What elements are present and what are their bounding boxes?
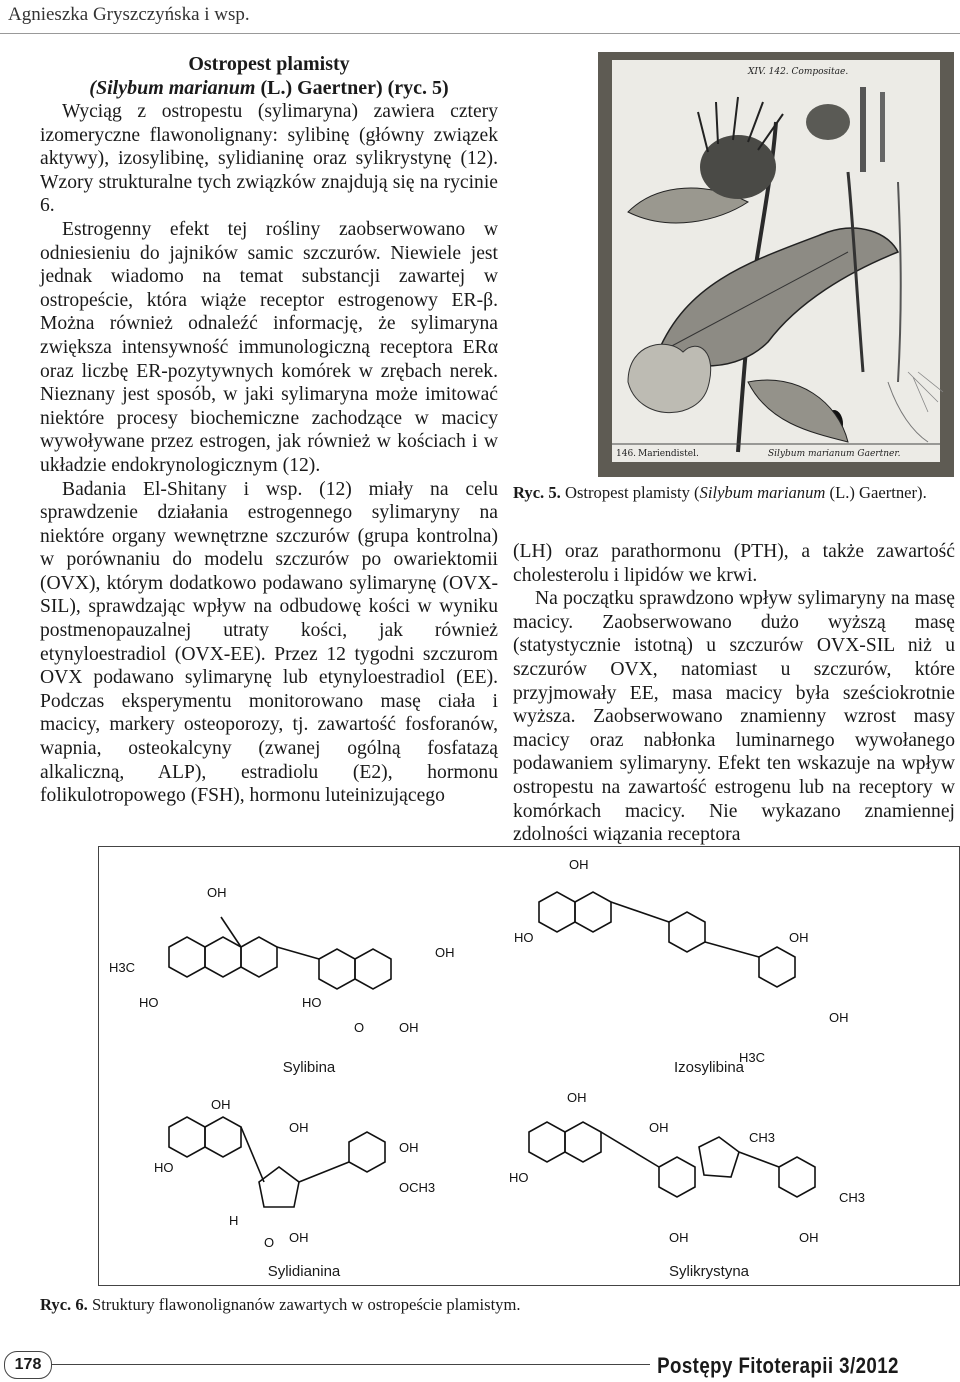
atom-label: OCH3 [399,1180,436,1195]
figure5-caption-label: Ryc. 5. [513,483,561,502]
plate-bottom-left: Mariendistel. [638,449,699,459]
figure5-caption-end: (L.) Gaertner). [825,483,927,502]
section-title-line2 [40,76,498,100]
atom-label: OH [649,1120,669,1135]
figure6-caption-text: Struktury flawonolignanów zawartych w ostropeście plamistym. [87,1295,521,1314]
atom-label: OH [289,1230,309,1245]
compound-label-sylikrystyna: Sylikrystyna [668,1263,750,1280]
compound-label-sylibina: Sylibina [282,1059,336,1076]
atom-label: CH3 [749,1130,776,1145]
atom-label: H [229,1213,239,1228]
header-rule [0,33,960,34]
compound-label-izosylibina: Izosylibina [673,1059,745,1076]
atom-label: HO [154,1160,174,1175]
atom-label: H3C [739,1050,766,1065]
atom-label: OH [211,1097,231,1112]
atom-label: OH [289,1120,309,1135]
figure6-caption [40,1295,940,1315]
paragraph: Badania El-Shitany i wsp. (12) miały na celu sprawdzenie działania estrogennego sylimaryny na niektóre organy wewnętrzne szczurów (grupa kontrolna) w porównaniu do modelu szczurów po owariektomii (OVX), którym dodatkowo podawano sylimarynę (OVX-SIL), sprawdzając wpływ na odbudowę kości w wyniku postmenopauzalnej utraty kości, jak również etynyloestradiol (OVX-EE). Przez 12 tygodni szczurom OVX podawano sylimarynę lub etynyloestradiol (EE). Podczas eksperymentu monitorowano masę ciała i macicy, markery osteoporozy, tj. zawartość fosforanów, wapnia, osteokalcyny (zwanej ogólną fosfatazą alkaliczną, ALP), estradiolu (E2), hormonu folikulotropowego (FSH), hormonu luteinizującego [40,478,498,807]
figure6-caption-label: Ryc. 6. [40,1295,88,1314]
atom-label: HO [514,930,534,945]
section-title-rest: (L.) Gaertner) (ryc. 5) [255,77,449,99]
paragraph: Estrogenny efekt tej rośliny zaobserwowano w odniesieniu do jajników samic szczurów. Niewiele jest jednak wiadomo na temat substancji zawartej w ostropeście, która wiąże receptor estrogenowy ER-β. Można również odnaleźć informację, że sylimaryna zwiększa intensywność immunologiczną receptora ERα oraz liczbę ER-pozytywnych komórek w zrębach nerek. Nieznany jest sposób, w jaki sylimaryna może imitować niektóre procesy biochemiczne zachodzące w macicy wywoływane przez estrogen, jak również w kościach i w układzie endokrynologicznym (12). [40,218,498,476]
right-column [513,540,955,847]
left-column [40,52,498,808]
paragraph: Wyciąg z ostropestu (sylimaryna) zawiera cztery izomeryczne flawonolignany: sylibinę (główny związek aktywy), izosylibinę, sylidianinę oraz sylikrystynę (12). Wzory strukturalne tych związków znajdują się na rycinie 6. [40,101,498,217]
figure5-caption-text: Ostropest plamisty ( [560,483,700,502]
atom-label: H3C [109,960,136,975]
atom-label: O [264,1235,275,1250]
atom-label: OH [569,857,589,872]
journal-title: Postępy Fitoterapii 3/2012 [652,1353,904,1379]
atom-label: OH [399,1020,419,1035]
atom-label: HO [302,995,322,1010]
atom-label: HO [139,995,159,1010]
atom-label: OH [669,1230,689,1245]
section-title-line1: Ostropest plamisty [188,53,350,75]
atom-label: CH3 [839,1190,866,1205]
thistle-drawing [598,52,954,477]
atom-label: OH [207,885,227,900]
section-title-latin: (Silybum marianum [89,77,256,99]
chemical-structures-figure [98,846,960,1286]
plate-bottom-right: Silybum marianum Gaertner. [768,449,901,459]
botanical-plate-illustration [598,52,954,477]
atom-label: OH [399,1140,419,1155]
footer-rule [50,1364,650,1365]
paragraph: Na początku sprawdzono wpływ sylimaryny na masę macicy. Zaobserwowano dużo wyższą masę (statystycznie istotną) u szczurów OVX-SIL niż u szczurów OVX, natomiast u szczurów, które przyjmowały EE, masa macicy była sześciokrotnie wyższa. Zaobserwowano znamienny wzrost masy macicy oraz nabłonka luminarnego wywołanego podawaniem sylimaryny. Efekt ten wskazuje na wpływ ostropestu na zawartość estrogenu lub na receptory w komórkach macicy. Nie wykazano znamiennej zdolności wiązania receptora [513,588,955,846]
atom-label: OH [789,930,809,945]
compound-label-sylidianina: Sylidianina [267,1263,341,1280]
atom-label: OH [799,1230,819,1245]
atom-label: O [354,1020,365,1035]
atom-label: OH [567,1090,587,1105]
atom-label: HO [509,1170,529,1185]
plate-top-label: XIV. 142. Compositae. [748,67,849,77]
atom-label: OH [829,1010,849,1025]
figure5-caption-latin: Silybum marianum [699,483,826,502]
figure5-caption [513,483,953,503]
structure-drawings [99,847,959,1285]
paragraph: (LH) oraz parathormonu (PTH), a także zawartość cholesterolu i lipidów we krwi. [513,541,955,586]
plate-number: 146. [616,449,637,459]
atom-label: OH [435,945,455,960]
page-number: 178 [4,1351,52,1379]
running-head: Agnieszka Gryszczyńska i wsp. [8,4,250,25]
section-title [40,52,498,100]
